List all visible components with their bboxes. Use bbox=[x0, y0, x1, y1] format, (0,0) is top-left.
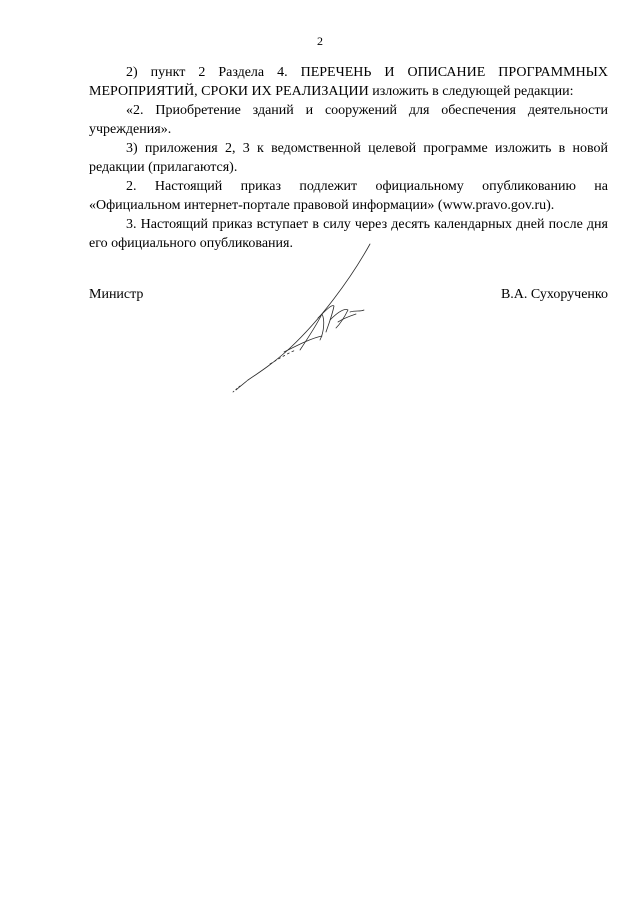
paragraph-publication: 2. Настоящий приказ подлежит официальному опубликованию на «Официальном интернет-портале правовой информации» (www.pravo.gov.ru). bbox=[89, 179, 608, 213]
paragraph-quoted-text: «2. Приобретение зданий и сооружений для обеспечения деятельности учреждения». bbox=[89, 103, 608, 137]
document-body bbox=[89, 63, 608, 253]
paragraph-effective-date: 3. Настоящий приказ вступает в силу через десять календарных дней после дня его официального опубликования. bbox=[89, 217, 608, 251]
signatory-name: В.А. Сухорученко bbox=[500, 287, 608, 302]
paragraph-appendices: 3) приложения 2, 3 к ведомственной целевой программе изложить в новой редакции (прилагаются). bbox=[89, 141, 608, 175]
paragraph-amendment-item: 2) пункт 2 Раздела 4. ПЕРЕЧЕНЬ И ОПИСАНИЕ ПРОГРАММНЫХ МЕРОПРИЯТИЙ, СРОКИ ИХ РЕАЛИЗАЦИИ изложить в следующей редакции: bbox=[89, 65, 608, 99]
page-number: 2 bbox=[317, 34, 323, 48]
signatory-title: Министр bbox=[89, 287, 144, 302]
handwritten-signature bbox=[230, 240, 380, 395]
